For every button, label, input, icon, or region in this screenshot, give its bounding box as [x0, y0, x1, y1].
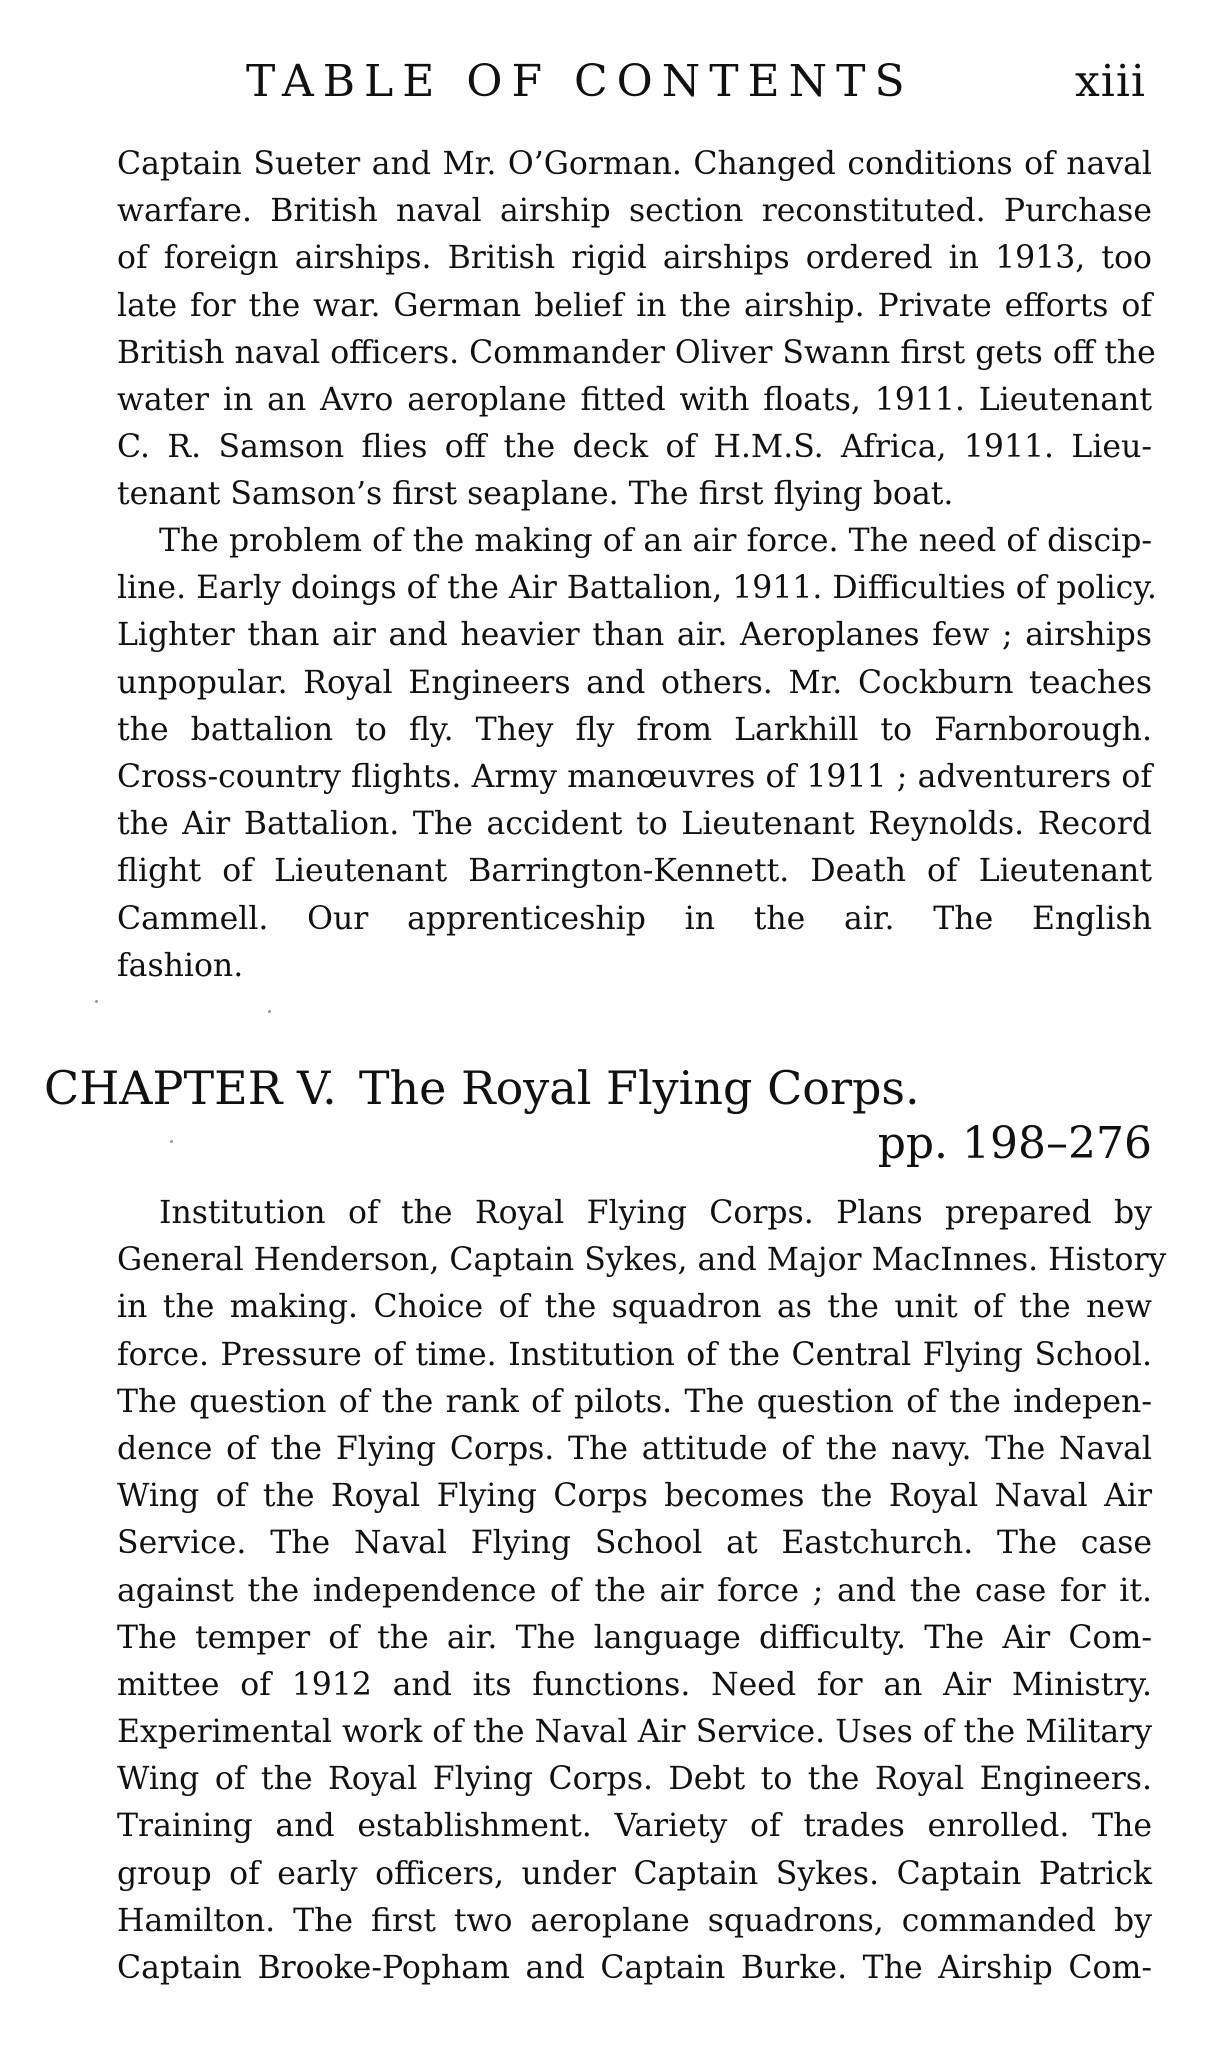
- text-line: tenant Samson’s first seaplane. The first flying boat.: [117, 476, 954, 513]
- text-line: Experimental work of the Naval Air Service. Uses of the Military: [117, 1714, 1152, 1751]
- paper-speck: [268, 1010, 271, 1013]
- text-line: General Henderson, Captain Sykes, and Major MacInnes. History: [117, 1242, 1167, 1279]
- text-line: The temper of the air. The language difficulty. The Air Com-: [117, 1619, 1152, 1656]
- running-head-title: TABLE OF CONTENTS: [246, 56, 914, 107]
- text-line: Service. The Naval Flying School at Eastchurch. The case: [117, 1525, 1152, 1562]
- text-line: force. Pressure of time. Institution of the Central Flying School.: [117, 1336, 1152, 1373]
- text-line: Lighter than air and heavier than air. Aeroplanes few ; airships: [117, 617, 1152, 654]
- contents-paragraph-1: [117, 141, 1156, 519]
- paper-speck: [95, 1000, 98, 1003]
- text-line: The problem of the making of an air force. The need of discip-: [159, 523, 1152, 559]
- text-line: warfare. British naval airship section reconstituted. Purchase: [117, 193, 1152, 230]
- text-line: Training and establishment. Variety of trades enrolled. The: [117, 1808, 1152, 1845]
- text-line: group of early officers, under Captain Sykes. Captain Patrick: [117, 1855, 1152, 1892]
- text-line: unpopular. Royal Engineers and others. Mr. Cockburn teaches: [117, 664, 1152, 701]
- chapter-number: CHAPTER V.: [44, 1061, 337, 1115]
- page-number: xiii: [1074, 56, 1146, 107]
- text-line: water in an Avro aeroplane fitted with floats, 1911. Lieutenant: [117, 381, 1152, 418]
- text-line: The question of the rank of pilots. The question of the indepen-: [117, 1383, 1152, 1420]
- text-line: Cammell. Our apprenticeship in the air. The English: [117, 900, 1152, 937]
- text-line: fashion.: [117, 947, 244, 984]
- text-line: Wing of the Royal Flying Corps. Debt to the Royal Engineers.: [117, 1761, 1152, 1798]
- contents-paragraph-2: [117, 518, 1157, 990]
- text-line: British naval officers. Commander Oliver Swann first gets off the: [117, 334, 1156, 371]
- contents-paragraph-3: [117, 1190, 1167, 1992]
- text-line: dence of the Flying Corps. The attitude of the navy. The Naval: [117, 1430, 1152, 1467]
- text-line: Captain Sueter and Mr. O’Gorman. Changed conditions of naval: [117, 146, 1152, 182]
- running-head: [246, 52, 1146, 112]
- text-line: the Air Battalion. The accident to Lieutenant Reynolds. Record: [117, 806, 1152, 843]
- text-line: line. Early doings of the Air Battalion, 1911. Difficulties of policy.: [117, 570, 1157, 607]
- text-line: late for the war. German belief in the airship. Private efforts of: [117, 287, 1152, 324]
- text-line: against the independence of the air force ; and the case for it.: [117, 1572, 1152, 1609]
- chapter-page-range: pp. 198–276: [877, 1118, 1152, 1169]
- text-line: of foreign airships. British rigid airships ordered in 1913, too: [117, 240, 1152, 277]
- chapter-heading: [44, 1055, 920, 1121]
- text-line: mittee of 1912 and its functions. Need for an Air Ministry.: [117, 1666, 1152, 1703]
- text-line: C. R. Samson flies off the deck of H.M.S. Africa, 1911. Lieu-: [117, 429, 1152, 466]
- text-line: Institution of the Royal Flying Corps. Plans prepared by: [159, 1195, 1152, 1231]
- text-line: Wing of the Royal Flying Corps becomes the Royal Naval Air: [117, 1478, 1152, 1515]
- text-line: flight of Lieutenant Barrington-Kennett. Death of Lieutenant: [117, 853, 1152, 890]
- text-line: the battalion to fly. They fly from Larkhill to Farnborough.: [117, 711, 1152, 748]
- text-line: Hamilton. The first two aeroplane squadrons, commanded by: [117, 1902, 1152, 1939]
- text-line: Captain Brooke-Popham and Captain Burke. The Airship Com-: [117, 1950, 1152, 1986]
- paper-speck: [170, 1140, 173, 1143]
- text-line: in the making. Choice of the squadron as the unit of the new: [117, 1289, 1152, 1326]
- text-line: Cross-country flights. Army manœuvres of 1911 ; adventurers of: [117, 758, 1152, 795]
- chapter-title: The Royal Flying Corps.: [358, 1061, 920, 1115]
